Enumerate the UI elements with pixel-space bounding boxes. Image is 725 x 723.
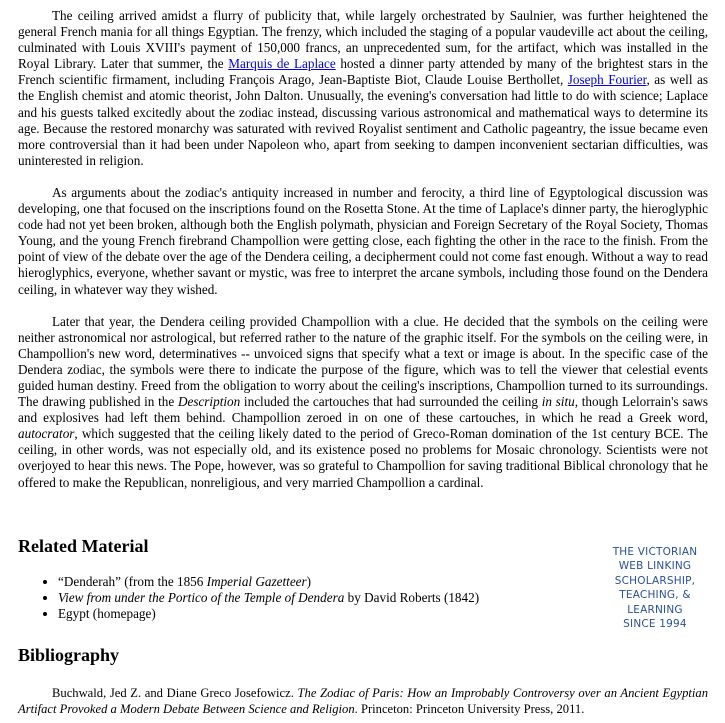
logo-line: SINCE 1994 <box>623 618 687 631</box>
paragraph-1: The ceiling arrived amidst a flurry of publicity that, while largely orchestrated by Saulnier, was further heightened the general French mania for all things Egyptian. The frenzy, which included the staging of a popular vaudeville act about the ceiling, culminated with Louis XVIII's payment of 150,000 francs, an unprecedented sum, for the artifact, which was installed in the Royal Library. Later that summer, the Marquis de Laplace hosted a dinner party attended by many of the brightest stars in the French scientific firmament, including François Arago, Jean-Baptiste Biot, Claude Louise Berthollet, Joseph Fourier, as well as the English chemist and atomic theorist, John Dalton. Unusually, the evening's conversation had little to do with science; Laplace and his guests talked excitedly about the zodiac instead, discussing various astronomical and mathematical ways to determine its age. Because the restored monarchy was saturated with revived Royalist sentiment and Catholic pageantry, the issue became even more controversial than it had been under Napoleon who, apart from seeking to dampen inconvenient sectarian difficulties, was uninterested in religion. <box>18 8 708 168</box>
logo-line: WEB LINKING <box>618 560 692 573</box>
logo-line: THE VICTORIAN <box>612 546 698 558</box>
paragraph-3: Later that year, the Dendera ceiling provided Champollion with a clue. He decided that the symbols on the ceiling were neither astronomical nor astrological, but referred rather to the nature of the graphic itself. For the symbols on the ceiling were, in Champollion's new word, determinatives -- unvoiced signs that specify what a text or image is about. In the specific case of the Dendera zodiac, the symbols were there to indicate the purpose of the figure, which was to tell the viewer that celestial events guided human destiny. Freed from the obligation to worry about the ceiling's inscriptions, Champollion turned to its surroundings. The drawing published in the Description included the cartouches that had surrounded the ceiling in situ, though Lelorrain's saws and explosives had left them behind. Champollion zeroed in on one of these cartouches, in which he read a Greek word, autocrator, which suggested that the ceiling likely dated to the period of Greco-Roman domination of the 1st century BCE. The ceiling, in other words, was not especially old, and its existence posed no problems for Mosaic chronology. Scientists were not overjoyed to hear this news. The Pope, however, was so grateful to Champollion for saving traditional Biblical chronology that he offered to make the Republican, nonreligious, and very married Champollion a cardinal. <box>18 313 708 490</box>
related-material-heading: Related Material <box>18 536 149 556</box>
logo-line: LEARNING <box>627 603 683 616</box>
list-item[interactable]: • Egypt (homepage) <box>58 606 618 622</box>
list-item[interactable]: • View from under the Portico of the Temple of Dendera by David Roberts (1842) <box>58 590 618 606</box>
bibliography-entry: Buchwald, Jed Z. and Diane Greco Josefowicz. The Zodiac of Paris: How an Improbably Controversy over an Ancient Egyptian Artifact Provoked a Modern Debate Between Science and Religion. Princeton: Princeton University Press, 2011. <box>18 686 709 716</box>
logo-line: TEACHING, & <box>619 589 691 602</box>
link-joseph-fourier[interactable]: Joseph Fourier <box>567 72 647 88</box>
article-body <box>18 0 708 491</box>
victorian-web-logo[interactable] <box>600 545 710 631</box>
bibliography-heading: Bibliography <box>18 645 120 665</box>
paragraph-2: As arguments about the zodiac's antiquity increased in number and ferocity, a third line of Egyptological discussion was developing, one that focused on the inscriptions found on the Rosetta Stone. At the time of Laplace's dinner party, the hieroglyphic code had not yet been broken, although both the English polymath, physician and Foreign Secretary of the Royal Society, Thomas Young, and the young French firebrand Champollion were getting close, each fighting the other in the race to the finish. From the point of view of the debate over the age of the Dendera ceiling, a decipherment could not come fast enough. Without a way to read hieroglyphics, everyone, whether savant or mystic, was free to interpret the arcane symbols, including those found on the Dendera ceiling, in whatever way they wished. <box>18 184 708 297</box>
list-item[interactable]: • “Denderah” (from the 1856 Imperial Gazetteer) <box>58 574 618 590</box>
logo-line: SCHOLARSHIP, <box>614 574 696 587</box>
related-material-list <box>18 574 618 622</box>
link-marquis-de-laplace[interactable]: Marquis de Laplace <box>228 56 336 72</box>
